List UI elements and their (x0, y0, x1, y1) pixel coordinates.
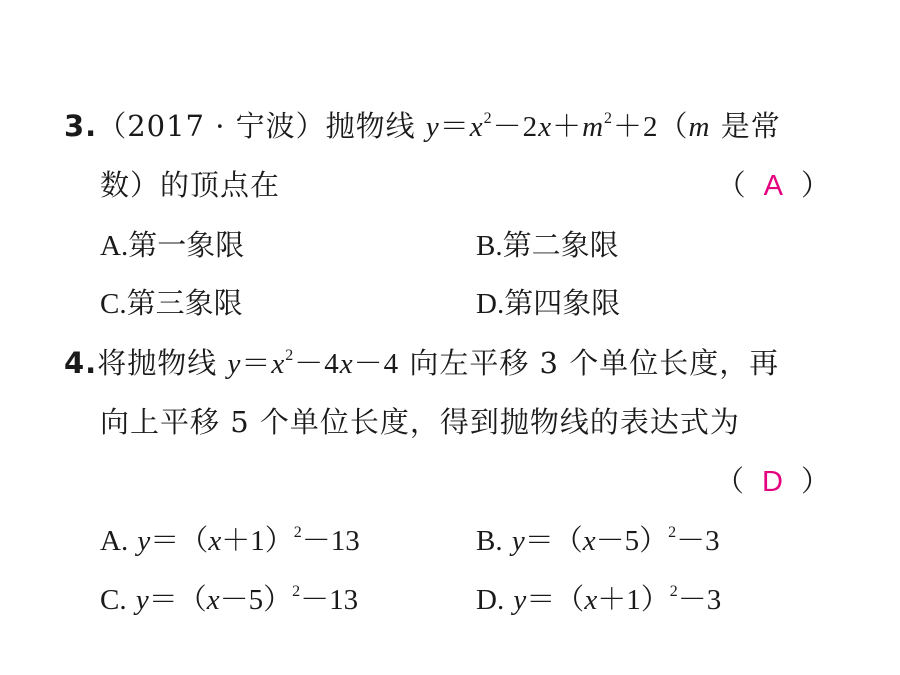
q3-answer: A (763, 170, 783, 202)
q3-option-b: B.第二象限 (476, 228, 619, 262)
q4-formula: $y=x^2-4x-4$ (227, 346, 400, 380)
q4-option-a: A. $y=(x+1)^2-13$ (100, 523, 360, 557)
q4-line1: 4.将抛物线 $y=x^2-4x-4$ 向左平移 3 个单位长度，再 (64, 346, 780, 380)
q4-option-c: C. $y=(x-5)^2-13$ (100, 582, 359, 616)
q3-number: 3. (64, 109, 98, 143)
q3-line2: 数）的顶点在 (100, 168, 281, 202)
q4-option-d: D. $y=(x+1)^2-3$ (476, 582, 722, 616)
q4-option-b: B. $y=(x-5)^2-3$ (476, 523, 720, 557)
q4-answer: D (762, 466, 783, 498)
q4-line2: 向上平移 5 个单位长度，得到抛物线的表达式为 (100, 405, 740, 439)
q3-option-c: C.第三象限 (100, 286, 243, 320)
q3-formula: $y=x^2-2x+m^2+2(m$ 是常 (425, 109, 781, 143)
q3-source: （2017 · 宁波） (97, 109, 326, 143)
q3-line1 (64, 106, 781, 147)
q3-option-d: D.第四象限 (476, 286, 621, 320)
q4-answer-bracket: （ D ） (715, 464, 830, 498)
q4-number: 4. (64, 346, 98, 380)
q3-answer-bracket: （ A ） (716, 168, 830, 202)
q3-text: 抛物线 (325, 109, 416, 143)
q3-option-a: A.第一象限 (100, 228, 245, 262)
